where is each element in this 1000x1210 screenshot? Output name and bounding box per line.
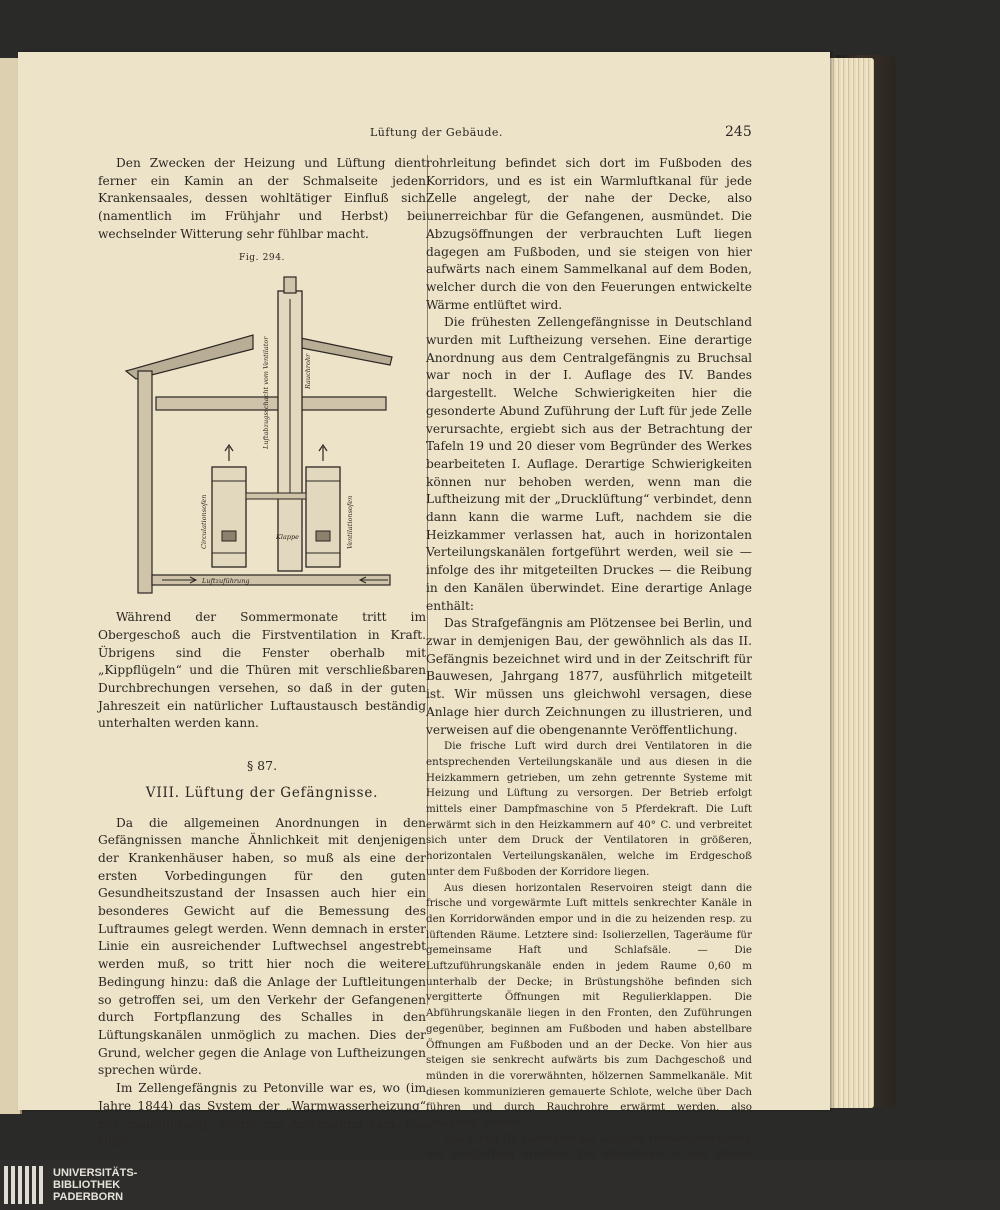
label-floor-duct: Luftzuführung	[202, 577, 250, 586]
page-edges	[826, 58, 874, 1108]
small-print-paragraph: Die frische Luft wird durch drei Ventilatoren in die entsprechenden Verteilungskanäle und aus diesen in die Heizkammern getrieben, um zehn getrennte Systeme mit Heizung und Lüftung zu versorgen. Der Betrieb erfolgt mittels einer Dampfmaschine von 5 Pferdekraft. Die Luft erwärmt sich in den Heizkammern auf 40° C. und verbreitet sich unter dem Druck der Ventilatoren in größeren, horizontalen Verteilungskanälen, welche im Erdgeschoß unter dem Fußboden der Korridore liegen.	[426, 740, 752, 878]
paragraph: Während der Sommermonate tritt im Obergeschoß auch die Firstventilation in Kraft. Übrigens sind die Fenster oberhalb mit „Kippflügeln“ und die Thüren mit verschließbaren Durchbrechungen versehen, so daß in der guten Jahreszeit ein natürlicher Luftaustausch beständig unterhalten werden kann.	[98, 610, 426, 731]
right-column	[426, 155, 752, 1210]
label-vertical-shaft: Luftabzugsschacht vom Ventilator	[262, 336, 270, 450]
section-title: VIII. Lüftung der Gefängnisse.	[145, 784, 379, 801]
label-right-stove: Ventilationsofen	[346, 495, 354, 550]
left-column	[98, 155, 426, 1151]
chimney-cap	[284, 277, 296, 293]
logo-line: BIBLIOTHEK	[53, 1179, 121, 1191]
paragraph: Das Strafgefängnis am Plötzensee bei Berlin, und zwar in demjenigen Bau, der gewöhnlich als das II. Gefängnis bezeichnet wird und in der Zeitschrift für Bauwesen, Jahrgang 1877, ausführlich mitgeteilt ist. Wir müssen uns gleichwohl versagen, diese Anlage hier durch Zeichnungen zu illustrieren, und verweisen auf die obengenannte Veröffentlichung.	[426, 616, 752, 737]
paragraph: Den Zwecken der Heizung und Lüftung dient ferner ein Kamin an der Schmalseite jeden Krankensaales, dessen wohltätiger Einfluß sich (namentlich im Frühjahr und Herbst) bei wechselnder Witterung sehr fühlbar macht.	[98, 156, 426, 241]
logo-line: UNIVERSITÄTS-	[53, 1167, 138, 1179]
small-print-paragraph: Das I. und III. Gefängnis hat dagegen Heißwasserheizung mit Sauglüftung erhalten. Die Heizröhren in den Etagen	[426, 1132, 752, 1161]
figure-caption: Fig. 294.	[238, 252, 286, 263]
figure-294-illustration	[98, 269, 398, 601]
paragraph: Im Zellengefängnis zu Petonville war es, wo (im Jahre 1844) das System der „Warmwasserheizung“ mit „Sauglüftung“ zuerst zur Anwendung kam. Die Heiz-	[98, 1081, 426, 1149]
label-left-stove: Circulationsofen	[200, 494, 208, 550]
paragraph: Die frühesten Zellengefängnisse in Deutschland wurden mit Luftheizung versehen. Eine derartige Anordnung aus dem Centralgefängnis zu Bruchsal war noch in der I. Auflage des IV. Bandes dargestellt. Welche Schwierigkeiten hier die gesonderte Abund Zuführung der Luft für jede Zelle verursachte, ergiebt sich aus der Betrachtung der Tafeln 19 und 20 dieser vom Begründer des Werkes bearbeiteten I. Auflage. Derartige Schwierigkeiten können nur behoben werden, wenn man die Luftheizung mit der „Drucklüftung“ verbindet, denn dann kann die warme Luft, nachdem sie die Heizkammer verlassen hat, auch in horizontalen Verteilungskanälen fortgeführt werden, weil sie — infolge des ihr mitgeteilten Druckes — die Reibung in den Kanälen überwindet. Eine derartige Anlage enthält:	[426, 315, 752, 613]
section-number: § 87.	[246, 758, 278, 774]
page-number: 245	[725, 124, 752, 140]
page-content	[18, 52, 830, 1161]
book-page	[18, 52, 830, 1161]
stove-door	[222, 531, 236, 541]
footer-bar	[0, 1160, 1000, 1210]
library-logo[interactable]	[0, 1160, 137, 1210]
paragraph: Da die allgemeinen Anordnungen in den Gefängnissen manche Ähnlichkeit mit denjenigen der Krankenhäuser haben, so muß als eine der ersten Vorbedingungen für den guten Gesundheitszustand der Insassen auch hier ein besonderes Gewicht auf die Bemessung des Luftraumes gelegt werden. Wenn demnach in erster Linie ein ausreichender Luftwechsel angestrebt werden muß, so tritt hier noch die weitere Bedingung hinzu: daß die Anlage der Luftleitungen so getroffen sei, um den Verkehr der Gefangenen durch Fortpflanzung des Schalles in den Lüftungskanälen unmöglich zu machen. Dies der Grund, welcher gegen die Anlage von Luftheizungen sprechen würde.	[98, 815, 426, 1078]
connecting-pipe	[246, 493, 306, 499]
paragraph: rohrleitung befindet sich dort im Fußboden des Korridors, und es ist ein Warmluftkanal für jede Zelle angelegt, der nahe der Decke, also unerreichbar für die Gefangenen, ausmündet. Die Abzugsöffnungen der verbrauchten Luft liegen dagegen am Fußboden, und sie steigen von hier aufwärts nach einem Sammelkanal auf dem Boden, welcher durch die von den Feuerungen entwickelte Wärme entlüftet wird.	[426, 156, 752, 312]
logo-line: PADERBORN	[53, 1191, 124, 1203]
left-wall	[138, 371, 152, 593]
small-print-paragraph: Aus diesen horizontalen Reservoiren steigt dann die frische und vorgewärmte Luft mittels senkrechter Kanäle in den Korridorwänden empor und in die zu heizenden resp. zu lüftenden Räume. Letztere sind: Isolierzellen, Tageräume für gemeinsame Haft und Schlafsäle. — Die Luftzuführungskanäle enden in jedem Raume 0,60 m unterhalb der Decke; in Brüstungshöhe befinden sich vergitterte Öffnungen mit Regulierklappen. Die Abführungskanäle liegen in den Fronten, den Zuführungen gegenüber, beginnen am Fußboden und haben abstellbare Öffnungen am Fußboden und an der Decke. Von hier aus steigen sie senkrecht aufwärts bis zum Dachgeschoß und münden in die vorerwähnten, hölzernen Sammelkanäle. Mit diesen kommunizieren gemauerte Schlote, welche über Dach führen und durch Rauchrohre erwärmt werden, also „saugend“ wirken.	[426, 881, 752, 1130]
ceiling-beam	[156, 397, 386, 410]
logo-bars-icon	[4, 1166, 43, 1204]
label-flap: Klappe	[276, 533, 299, 542]
right-stove	[306, 467, 340, 567]
left-stove	[212, 467, 246, 567]
running-head: Lüftung der Gebäude.	[370, 126, 503, 139]
logo-text	[53, 1167, 137, 1203]
stove-door	[316, 531, 330, 541]
label-smoke-pipe: Rauchrohr	[304, 353, 312, 390]
